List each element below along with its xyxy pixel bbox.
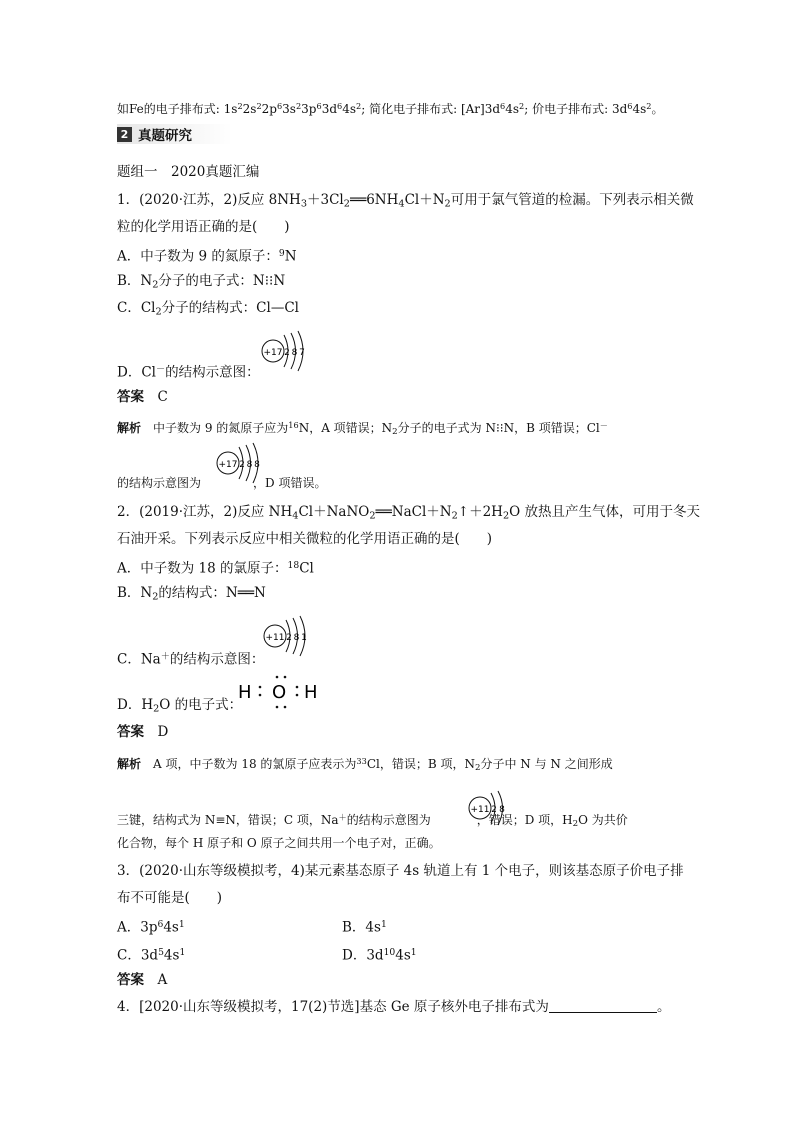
q3-stem-line1: 3．(2020·山东等级模拟考，4)某元素基态原子 4s 轨道上有 1 个电子，则该基态原子价电子排 — [117, 863, 684, 879]
shell-count-1: 2 — [286, 633, 292, 643]
shell-count-3: 8 — [254, 460, 260, 470]
q2-option-d: D．$H_2O$ 的电子式： — [117, 697, 243, 715]
q2-answer: 答案 D — [117, 724, 169, 740]
bond-dot — [296, 694, 299, 697]
shell-count-3: 1 — [301, 633, 307, 643]
shell-count-1: 2 — [491, 805, 497, 815]
cl-ion-structure-diagram-explanation — [213, 441, 269, 487]
q3-option-a: A．$3p^64s^1$ — [117, 919, 185, 936]
cl-ion-structure-diagram — [258, 329, 314, 375]
q3-option-b: B．$4s^1$ — [342, 919, 387, 936]
shell-count-1: 2 — [239, 460, 245, 470]
q3-option-d: D．$3d^{10}4s^1$ — [342, 947, 417, 964]
bond-dot — [259, 694, 262, 697]
q2-explanation-line3: 化合物，每个 H 原子和 O 原子之间共用一个电子对，正确。 — [117, 836, 441, 850]
group-title: 题组一 2020真题汇编 — [117, 164, 260, 180]
q1-option-c: C．$Cl_2$分子的结构式：Cl—Cl — [117, 300, 299, 318]
lone-pair-dot — [284, 676, 287, 679]
nucleus-label: +17 — [218, 460, 238, 470]
q3-option-c: C．$3d^54s^1$ — [117, 947, 186, 964]
lone-pair-dot — [284, 706, 287, 709]
q1-stem-line1: 1．(2020·江苏，2)反应 $8NH_3+3Cl_2══6NH_4Cl+N_2$可用于氯气管道的检漏。下列表示相关微 — [117, 192, 694, 210]
q1-stem-line2: 粒的化学用语正确的是( ) — [117, 219, 290, 235]
q2-stem-line1: 2．(2019·江苏，2)反应 $NH_4Cl+NaNO_2══NaCl+N_2↑+2H_2O$ 放热且产生气体，可用于冬天 — [117, 504, 701, 522]
q1-option-a: A．中子数为 9 的氮原子：$^9$N — [117, 248, 297, 265]
nucleus-label: +11 — [265, 633, 285, 643]
q1-option-d: D．Cl－的结构示意图： — [117, 364, 260, 381]
fe-electron-config-line: 如Fe的电子排布式: $1s^22s^22p^63s^23p^63d^64s^2$; 简化电子排布式: $[Ar]3d^64s^2$; 价电子排布式: $3d^64s^2$。 — [117, 101, 664, 117]
q2-option-c: C．Na＋的结构示意图： — [117, 651, 265, 668]
section-heading — [117, 124, 232, 144]
shell-count-3: 7 — [299, 348, 305, 358]
lewis-h-left: H — [238, 682, 252, 703]
shell-count-2: 8 — [293, 633, 300, 643]
q2-stem-line2: 石油开采。下列表示反应中相关微粒的化学用语正确的是( ) — [117, 531, 493, 547]
q2-option-b: B．$N_2$的结构式：N══N — [117, 585, 266, 603]
q2-explanation-line1: 解析 A 项，中子数为 18 的氯原子应表示为$^{33}$Cl，错误；B 项，$N_2$分子中 N 与 N 之间形成 — [117, 756, 613, 774]
nucleus-label: +17 — [263, 348, 283, 358]
q1-option-b: B．$N_2$分子的电子式：N⁝⁝N — [117, 273, 286, 291]
bond-dot — [296, 686, 299, 689]
shell-count-2: 8 — [291, 348, 298, 358]
q4-stem: 4．[2020·山东等级模拟考，17(2)节选]基态 Ge 原子核外电子排布式为 。 — [117, 999, 671, 1015]
q1-explanation-line1: 解析 中子数为 9 的氮原子应为$^{16}$N，A 项错误；$N_2$分子的电子式为 N⁝⁝N，B 项错误；Cl－ — [117, 420, 608, 438]
na-ion-structure-diagram — [260, 614, 316, 660]
shell-count-2: 8 — [499, 805, 505, 815]
q2-explanation-line2: 三键，结构式为 N≡N，错误；C 项，Na＋的结构示意图为 ，错误；D 项，$H_2O$ 为共价 — [117, 812, 628, 830]
lone-pair-dot — [276, 706, 279, 709]
lone-pair-dot — [276, 676, 279, 679]
section-number: 2 — [117, 127, 132, 142]
bond-dot — [259, 686, 262, 689]
lewis-o: O — [272, 682, 287, 703]
na-ion-structure-diagram-explanation — [466, 788, 514, 828]
q3-stem-line2: 布不可能是( ) — [117, 890, 223, 906]
q1-answer: 答案 C — [117, 389, 168, 405]
lewis-h-right: H — [304, 682, 318, 703]
section-title: 真题研究 — [138, 128, 192, 144]
q1-explanation-line2: 的结构示意图为 ，D 项错误。 — [117, 476, 327, 490]
water-lewis-structure — [236, 672, 326, 712]
shell-count-2: 8 — [246, 460, 253, 470]
answer-blank[interactable] — [549, 998, 657, 1013]
q2-option-a: A．中子数为 18 的氯原子：$^{18}$Cl — [117, 560, 314, 577]
shell-count-1: 2 — [284, 348, 290, 358]
nucleus-label: +11 — [470, 805, 490, 815]
q3-answer: 答案 A — [117, 972, 168, 988]
